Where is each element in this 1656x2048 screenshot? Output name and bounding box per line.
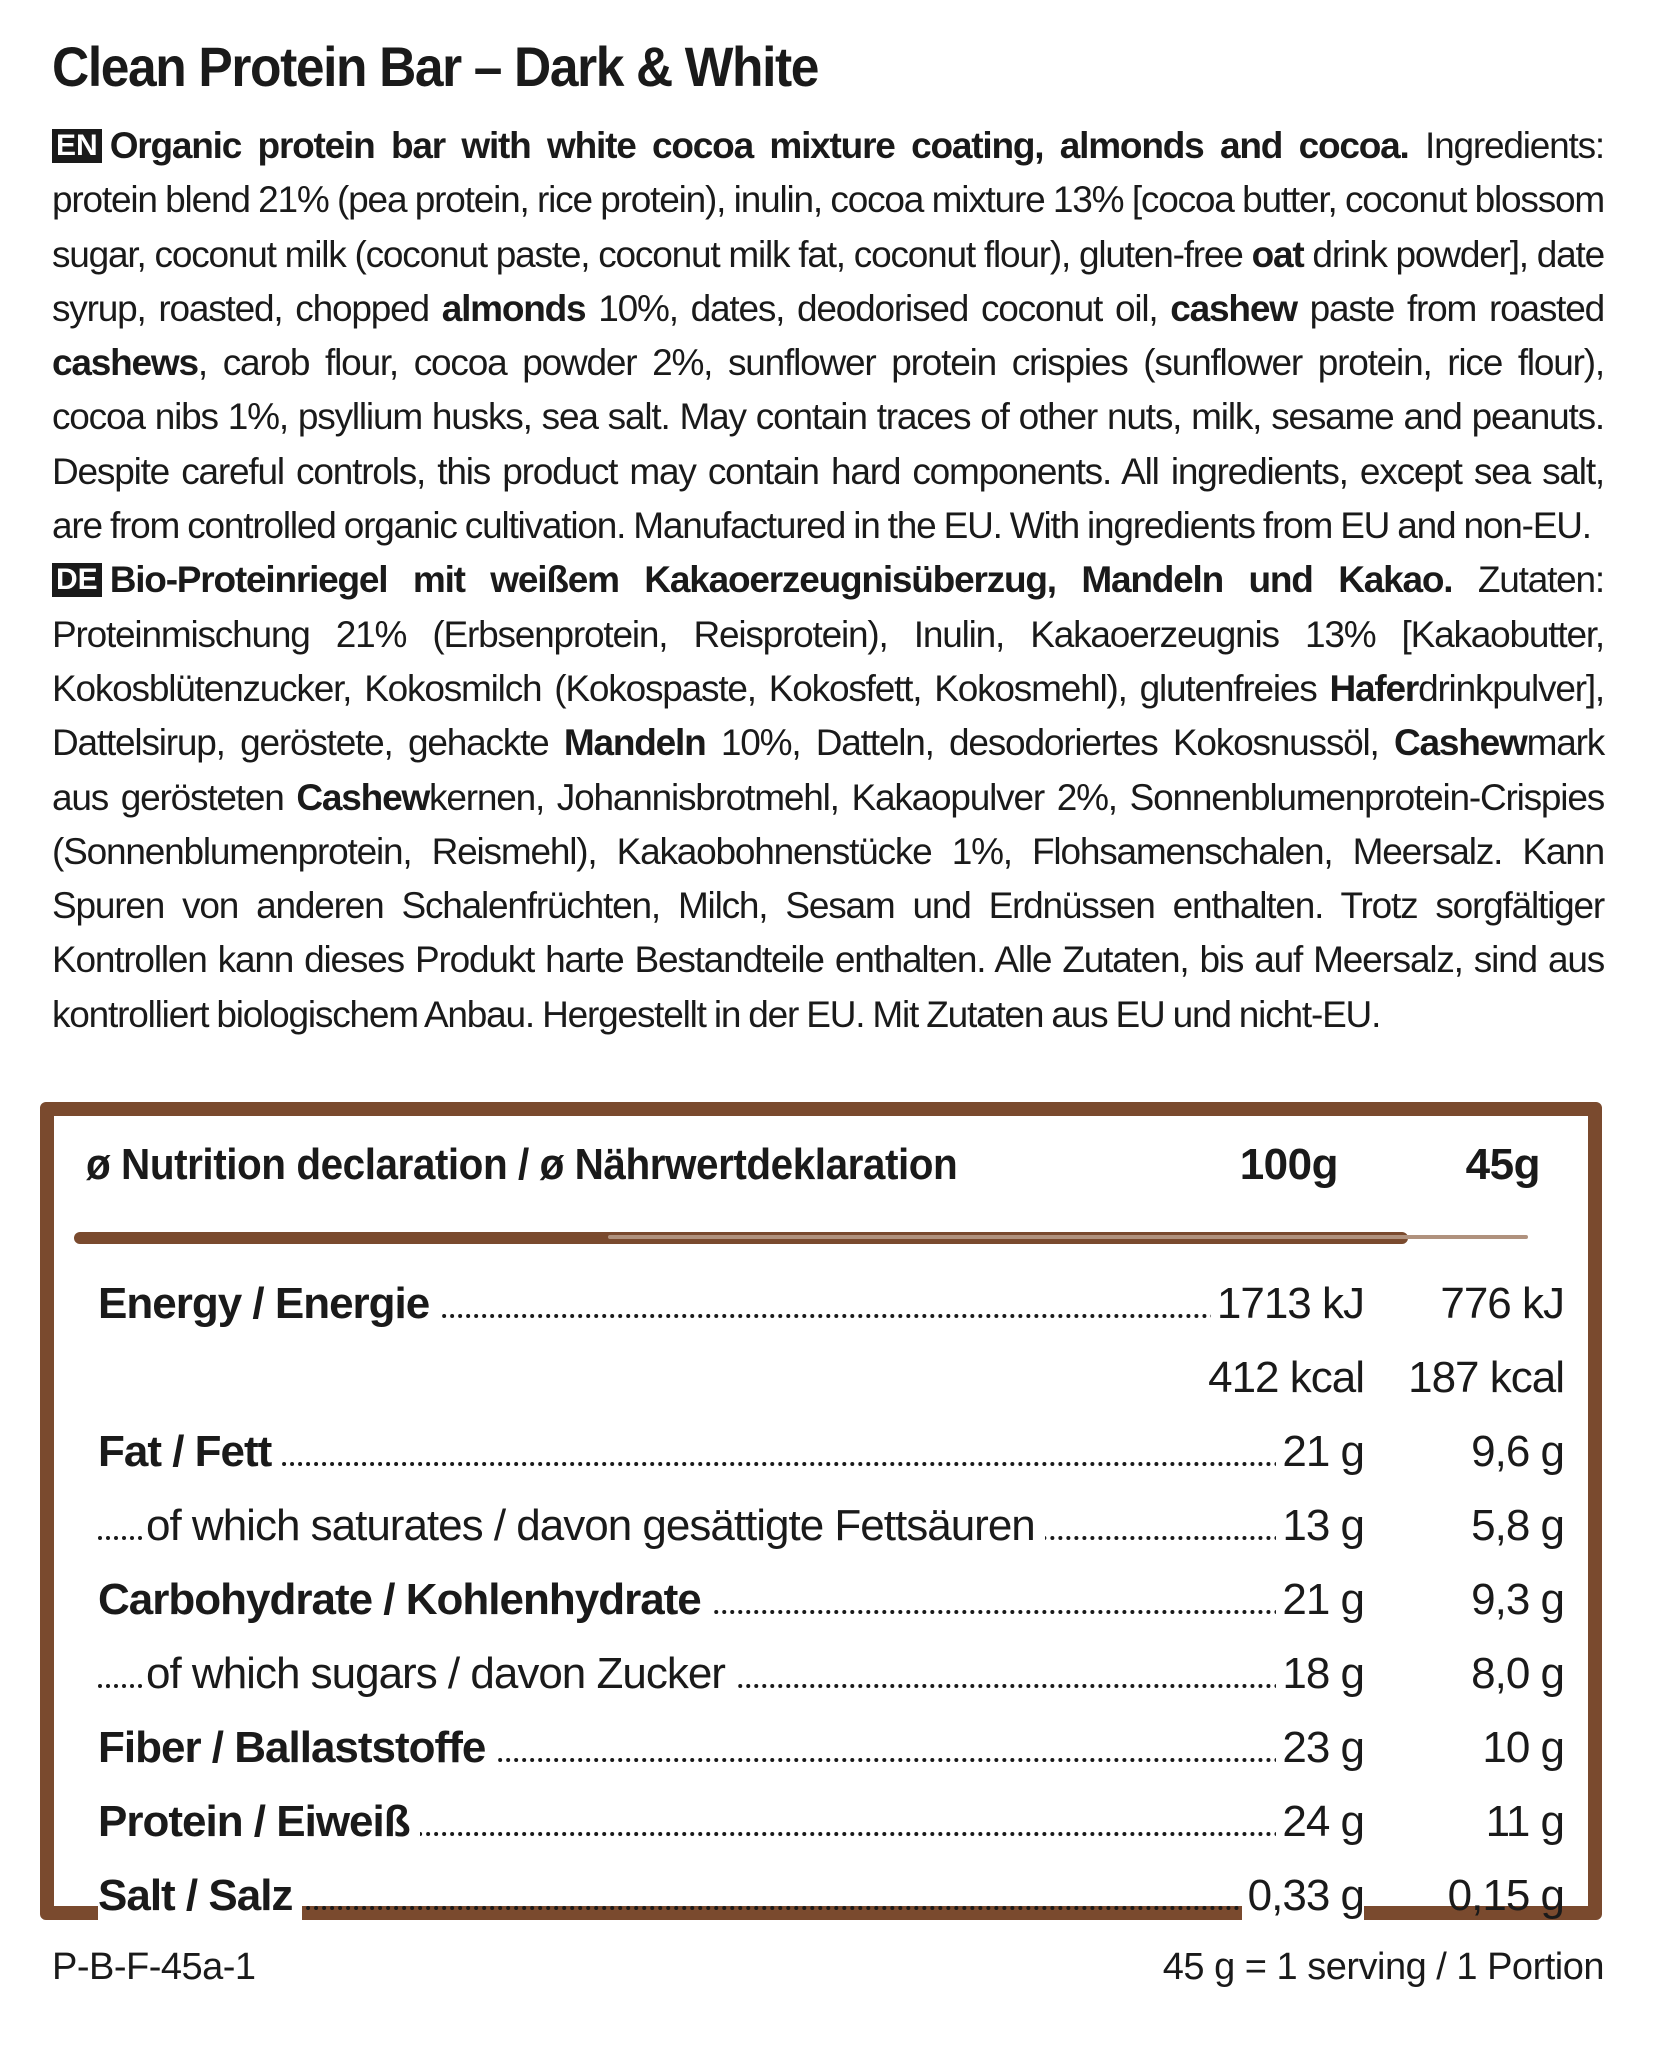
nutrient-label: Protein / Eiweiß — [98, 1792, 420, 1852]
de-segment: Zutaten: Proteinmischung 21% (Erbsenprotein, Reisprotein), Inulin, Kakaoerzeugnis 13% [Kakaobutter, Kokosblütenzucker, Kokosmilch (Kokospaste, Kokosfett, Kokosmehl), glutenfreies — [52, 559, 1604, 709]
de-segment-bold: Cashew — [296, 776, 430, 818]
nutrition-row — [98, 1718, 1564, 1778]
nutrient-label: Carbohydrate / Kohlenhydrate — [98, 1570, 711, 1630]
value-per-100g: 23 g — [1276, 1718, 1364, 1778]
de-segment: kernen, Johannisbrotmehl, Kakaopulver 2%, Sonnenblumenprotein-Crispies (Sonnenblumenprotein, Reismehl), Kakaobohnenstücke 1%, Flohsamenschalen, Meersalz. Kann Spuren von anderen Schalenfrüchten, Milch, Sesam und Erdnüssen enthalten. Trotz sorgfältiger Kontrollen kann dieses Produkt harte Bestandteile enthalten. Alle Zutaten, bis auf Meersalz, sind aus kontrolliert biologischem Anbau. Hergestellt in der EU. Mit Zutaten aus EU und nicht-EU. — [52, 776, 1605, 1035]
nutrition-table — [40, 1102, 1602, 1920]
label-page — [52, 34, 1604, 1042]
product-code: P-B-F-45a-1 — [52, 1946, 256, 1988]
nutrient-label: of which saturates / davon gesättigte Fettsäuren — [146, 1496, 1045, 1556]
de-segment: drinkpulver], Dattelsirup, geröstete, gehackte — [52, 667, 1604, 764]
value-per-45g: 187 kcal — [1408, 1353, 1564, 1402]
ingredients-block — [52, 119, 1604, 1042]
nutrition-row — [98, 1792, 1564, 1852]
nutrient-label: Salt / Salz — [98, 1866, 302, 1926]
value-per-45g: 10 g — [1482, 1723, 1564, 1772]
value-per-45g: 0,15 g — [1447, 1871, 1564, 1920]
en-segment: , carob flour, cocoa powder 2%, sunflower protein crispies (sunflower protein, rice flour), cocoa nibs 1%, psyllium husks, sea salt. May contain traces of other nuts, milk, sesame and peanuts. Despite careful controls, this product may contain hard components. All ingredients, except sea salt, are from controlled organic cultivation. Manufactured in the EU. With ingredients from EU and non-EU. — [52, 342, 1604, 547]
ingredients-de-text — [52, 559, 1604, 1034]
value-per-45g: 8,0 g — [1471, 1649, 1564, 1698]
value-per-100g: 21 g — [1276, 1570, 1364, 1630]
nutrition-row — [98, 1496, 1564, 1556]
en-segment: 10%, dates, deodorised coconut oil, — [585, 287, 1171, 329]
value-per-100g: 412 kcal — [1202, 1348, 1364, 1408]
value-per-45g: 11 g — [1485, 1797, 1564, 1846]
en-segment-bold: Organic protein bar with white cocoa mixture coating, almonds and cocoa. — [109, 125, 1409, 166]
nutrient-label: Fat / Fett — [98, 1422, 281, 1482]
header-divider — [74, 1232, 1408, 1244]
nutrition-row — [98, 1348, 1564, 1408]
lang-badge-en: EN — [52, 129, 102, 163]
serving-size: 45 g = 1 serving / 1 Portion — [1162, 1946, 1604, 1988]
en-segment: drink powder], date syrup, roasted, chopped — [52, 233, 1604, 329]
nutrient-label: Energy / Energie — [98, 1274, 439, 1334]
value-per-100g: 18 g — [1276, 1644, 1364, 1704]
de-segment-bold: Cashew — [1393, 722, 1527, 764]
value-per-45g: 776 kJ — [1440, 1279, 1564, 1328]
nutrition-row — [98, 1644, 1564, 1704]
nutrition-row — [98, 1422, 1564, 1482]
en-segment-bold: almonds — [441, 287, 586, 329]
value-per-100g: 21 g — [1276, 1422, 1364, 1482]
en-segment-bold: oat — [1251, 233, 1304, 275]
ingredients-en-text — [52, 125, 1604, 546]
nutrition-row — [98, 1866, 1564, 1926]
nutrition-header — [86, 1140, 1564, 1204]
column-header-45g: 45g — [1465, 1140, 1540, 1189]
value-per-45g: 9,6 g — [1471, 1427, 1564, 1476]
value-per-100g: 0,33 g — [1242, 1866, 1364, 1926]
ingredients-de — [52, 553, 1604, 1042]
de-segment: mark aus gerösteten — [52, 722, 1604, 818]
en-segment-bold: cashews — [52, 342, 198, 384]
lang-badge-de: DE — [52, 563, 102, 597]
de-segment-bold: Bio-Proteinriegel mit weißem Kakaoerzeugnisüberzug, Mandeln und Kakao. — [109, 559, 1453, 601]
dot-leader — [98, 1462, 1328, 1466]
nutrient-label: of which sugars / davon Zucker — [146, 1644, 735, 1704]
en-segment: Ingredients: protein blend 21% (pea protein, rice protein), inulin, cocoa mixture 13% [cocoa butter, coconut blossom sugar, coconut milk (coconut paste, coconut milk fat, coconut flour), gluten-free — [52, 125, 1604, 275]
nutrition-row — [98, 1570, 1564, 1630]
nutrient-label: Fiber / Ballaststoffe — [98, 1718, 495, 1778]
en-segment: paste from roasted — [1296, 287, 1604, 329]
de-segment: 10%, Datteln, desodoriertes Kokosnussöl, — [705, 722, 1394, 764]
nutrition-heading: ø Nutrition declaration / ø Nährwertdeklaration — [86, 1140, 958, 1189]
value-per-100g: 24 g — [1276, 1792, 1364, 1852]
column-header-100g: 100g — [1239, 1140, 1338, 1189]
value-per-100g: 1713 kJ — [1211, 1274, 1364, 1334]
value-per-45g: 5,8 g — [1471, 1501, 1564, 1550]
ingredients-en — [52, 119, 1604, 553]
product-title: Clean Protein Bar – Dark & White — [52, 35, 819, 98]
value-per-45g: 9,3 g — [1471, 1575, 1564, 1624]
en-segment-bold: cashew — [1170, 287, 1297, 329]
de-segment-bold: Mandeln — [563, 722, 706, 764]
nutrition-row — [98, 1274, 1564, 1334]
de-segment-bold: Hafer — [1329, 667, 1419, 709]
value-per-100g: 13 g — [1276, 1496, 1364, 1556]
